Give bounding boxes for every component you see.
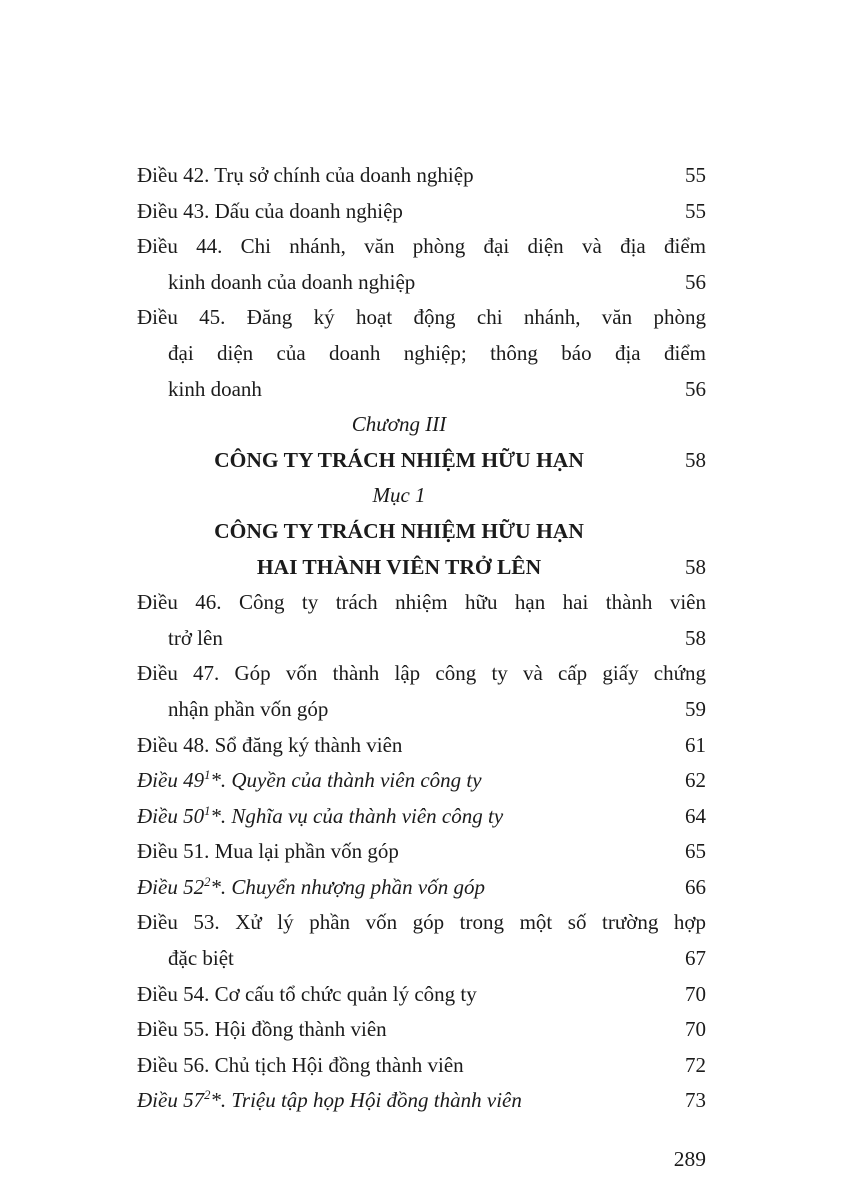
entry-label: Điều 51.: [137, 839, 210, 864]
entry-suffix: *.: [210, 803, 227, 828]
entry-title: Xử lý phần vốn góp trong một số trường hợp: [219, 910, 706, 935]
entry-title: Chuyển nhượng phần vốn góp: [226, 874, 486, 899]
toc-entry: [137, 905, 706, 976]
entry-page: 72: [685, 1052, 706, 1077]
entry-label: Điều 52: [137, 874, 205, 899]
entry-first-line: [137, 300, 706, 336]
entry-label: Điều 43.: [137, 198, 210, 223]
entry-title: Dấu của doanh nghiệp: [209, 198, 403, 223]
entry-title: Mua lại phần vốn góp: [209, 839, 399, 864]
entry-suffix: *.: [210, 1088, 227, 1113]
entry-cont-line: đặc biệt: [168, 946, 234, 971]
entry-cont-line: trở lên: [168, 625, 223, 650]
entry-page: 61: [685, 732, 706, 757]
entry-page: 58: [685, 625, 706, 650]
entry-label: Điều 57: [137, 1088, 205, 1113]
toc-entry: [137, 656, 706, 727]
entry-first-line: [137, 1083, 706, 1119]
page-number: 289: [673, 1147, 706, 1171]
section-label: [137, 478, 706, 514]
entry-page: 70: [685, 1017, 706, 1042]
entry-page: 62: [685, 768, 706, 793]
entry-first-line: [137, 728, 706, 764]
entry-page: 55: [685, 163, 706, 187]
entry-sup: 1: [204, 803, 211, 818]
entry-title: Nghĩa vụ của thành viên công ty: [226, 803, 504, 828]
heading-line: CÔNG TY TRÁCH NHIỆM HỮU HẠN: [214, 447, 584, 472]
entry-page: 56: [685, 376, 706, 401]
entry-label: Điều 45.: [137, 305, 226, 330]
entry-page: 64: [685, 803, 706, 828]
heading-line: Chương III: [351, 412, 447, 437]
toc-entry: [137, 194, 706, 230]
chapter-title: [137, 443, 706, 479]
entry-first-line: [137, 656, 706, 692]
heading-line: HAI THÀNH VIÊN TRỞ LÊN: [256, 554, 542, 579]
entry-page: 56: [685, 269, 706, 294]
toc-entry: [137, 300, 706, 407]
toc-entry: [137, 1012, 706, 1048]
entry-cont-line: nhận phần vốn góp: [168, 696, 329, 721]
entry-title: Chủ tịch Hội đồng thành viên: [209, 1052, 464, 1077]
section-title: [137, 514, 706, 585]
chapter-label: [137, 407, 706, 443]
entry-title: Trụ sở chính của doanh nghiệp: [209, 163, 474, 187]
entry-page: 67: [685, 946, 706, 971]
entry-first-line: [137, 229, 706, 265]
entry-first-line: [137, 834, 706, 870]
entry-suffix: *.: [210, 768, 227, 793]
entry-cont-line: đại diện của doanh nghiệp; thông báo địa điểm: [168, 340, 706, 365]
entry-label: Điều 53.: [137, 910, 220, 935]
entry-first-line: [137, 1048, 706, 1084]
entry-label: Điều 48.: [137, 732, 210, 757]
toc-list: [137, 158, 706, 1119]
toc-entry: [137, 977, 706, 1013]
entry-page: 55: [685, 198, 706, 223]
toc-entry: [137, 1083, 706, 1119]
entry-first-line: [137, 585, 706, 621]
entry-first-line: [137, 194, 706, 230]
toc-entry: [137, 158, 706, 194]
entry-page: 73: [685, 1088, 706, 1113]
entry-sup: 2: [204, 874, 211, 889]
entry-title: Công ty trách nhiệm hữu hạn hai thành viên: [221, 590, 707, 615]
toc-entry: [137, 1048, 706, 1084]
entry-cont-line: kinh doanh của doanh nghiệp: [168, 269, 416, 294]
heading-line: Mục 1: [372, 483, 426, 508]
entry-first-line: [137, 799, 706, 835]
entry-page: 58: [685, 447, 706, 472]
entry-first-line: [137, 158, 706, 194]
entry-label: Điều 47.: [137, 661, 220, 686]
entry-page: 70: [685, 981, 706, 1006]
toc-entry: [137, 229, 706, 300]
entry-page: 59: [685, 696, 706, 721]
entry-label: Điều 44.: [137, 234, 223, 259]
toc-entry: [137, 763, 706, 799]
entry-title: Quyền của thành viên công ty: [226, 768, 482, 793]
entry-title: Góp vốn thành lập công ty và cấp giấy chứng: [219, 661, 706, 686]
entry-title: Chi nhánh, văn phòng đại diện và địa điểm: [222, 234, 706, 259]
entry-title: Đăng ký hoạt động chi nhánh, văn phòng: [225, 305, 706, 330]
entry-page: 65: [685, 839, 706, 864]
entry-title: Triệu tập họp Hội đồng thành viên: [226, 1088, 522, 1113]
entry-title: Cơ cấu tổ chức quản lý công ty: [209, 981, 477, 1006]
entry-first-line: [137, 763, 706, 799]
entry-cont-line: kinh doanh: [168, 376, 262, 401]
entry-label: Điều 56.: [137, 1052, 210, 1077]
toc-entry: [137, 728, 706, 764]
entry-label: Điều 54.: [137, 981, 210, 1006]
entry-page: 66: [685, 874, 706, 899]
entry-label: Điều 49: [137, 768, 205, 793]
entry-first-line: [137, 977, 706, 1013]
entry-sup: 2: [204, 1088, 211, 1103]
toc-entry: [137, 834, 706, 870]
entry-page: 58: [685, 554, 706, 579]
entry-label: Điều 50: [137, 803, 205, 828]
toc-entry: [137, 799, 706, 835]
entry-first-line: [137, 1012, 706, 1048]
entry-first-line: [137, 870, 706, 906]
entry-title: Hội đồng thành viên: [209, 1017, 387, 1042]
entry-label: Điều 55.: [137, 1017, 210, 1042]
heading-line: CÔNG TY TRÁCH NHIỆM HỮU HẠN: [214, 518, 584, 543]
toc-entry: [137, 870, 706, 906]
toc-entry: [137, 585, 706, 656]
entry-label: Điều 46.: [137, 590, 222, 615]
entry-title: Sổ đăng ký thành viên: [209, 732, 403, 757]
entry-sup: 1: [204, 768, 211, 783]
entry-suffix: *.: [210, 874, 227, 899]
entry-first-line: [137, 905, 706, 941]
entry-label: Điều 42.: [137, 163, 210, 187]
